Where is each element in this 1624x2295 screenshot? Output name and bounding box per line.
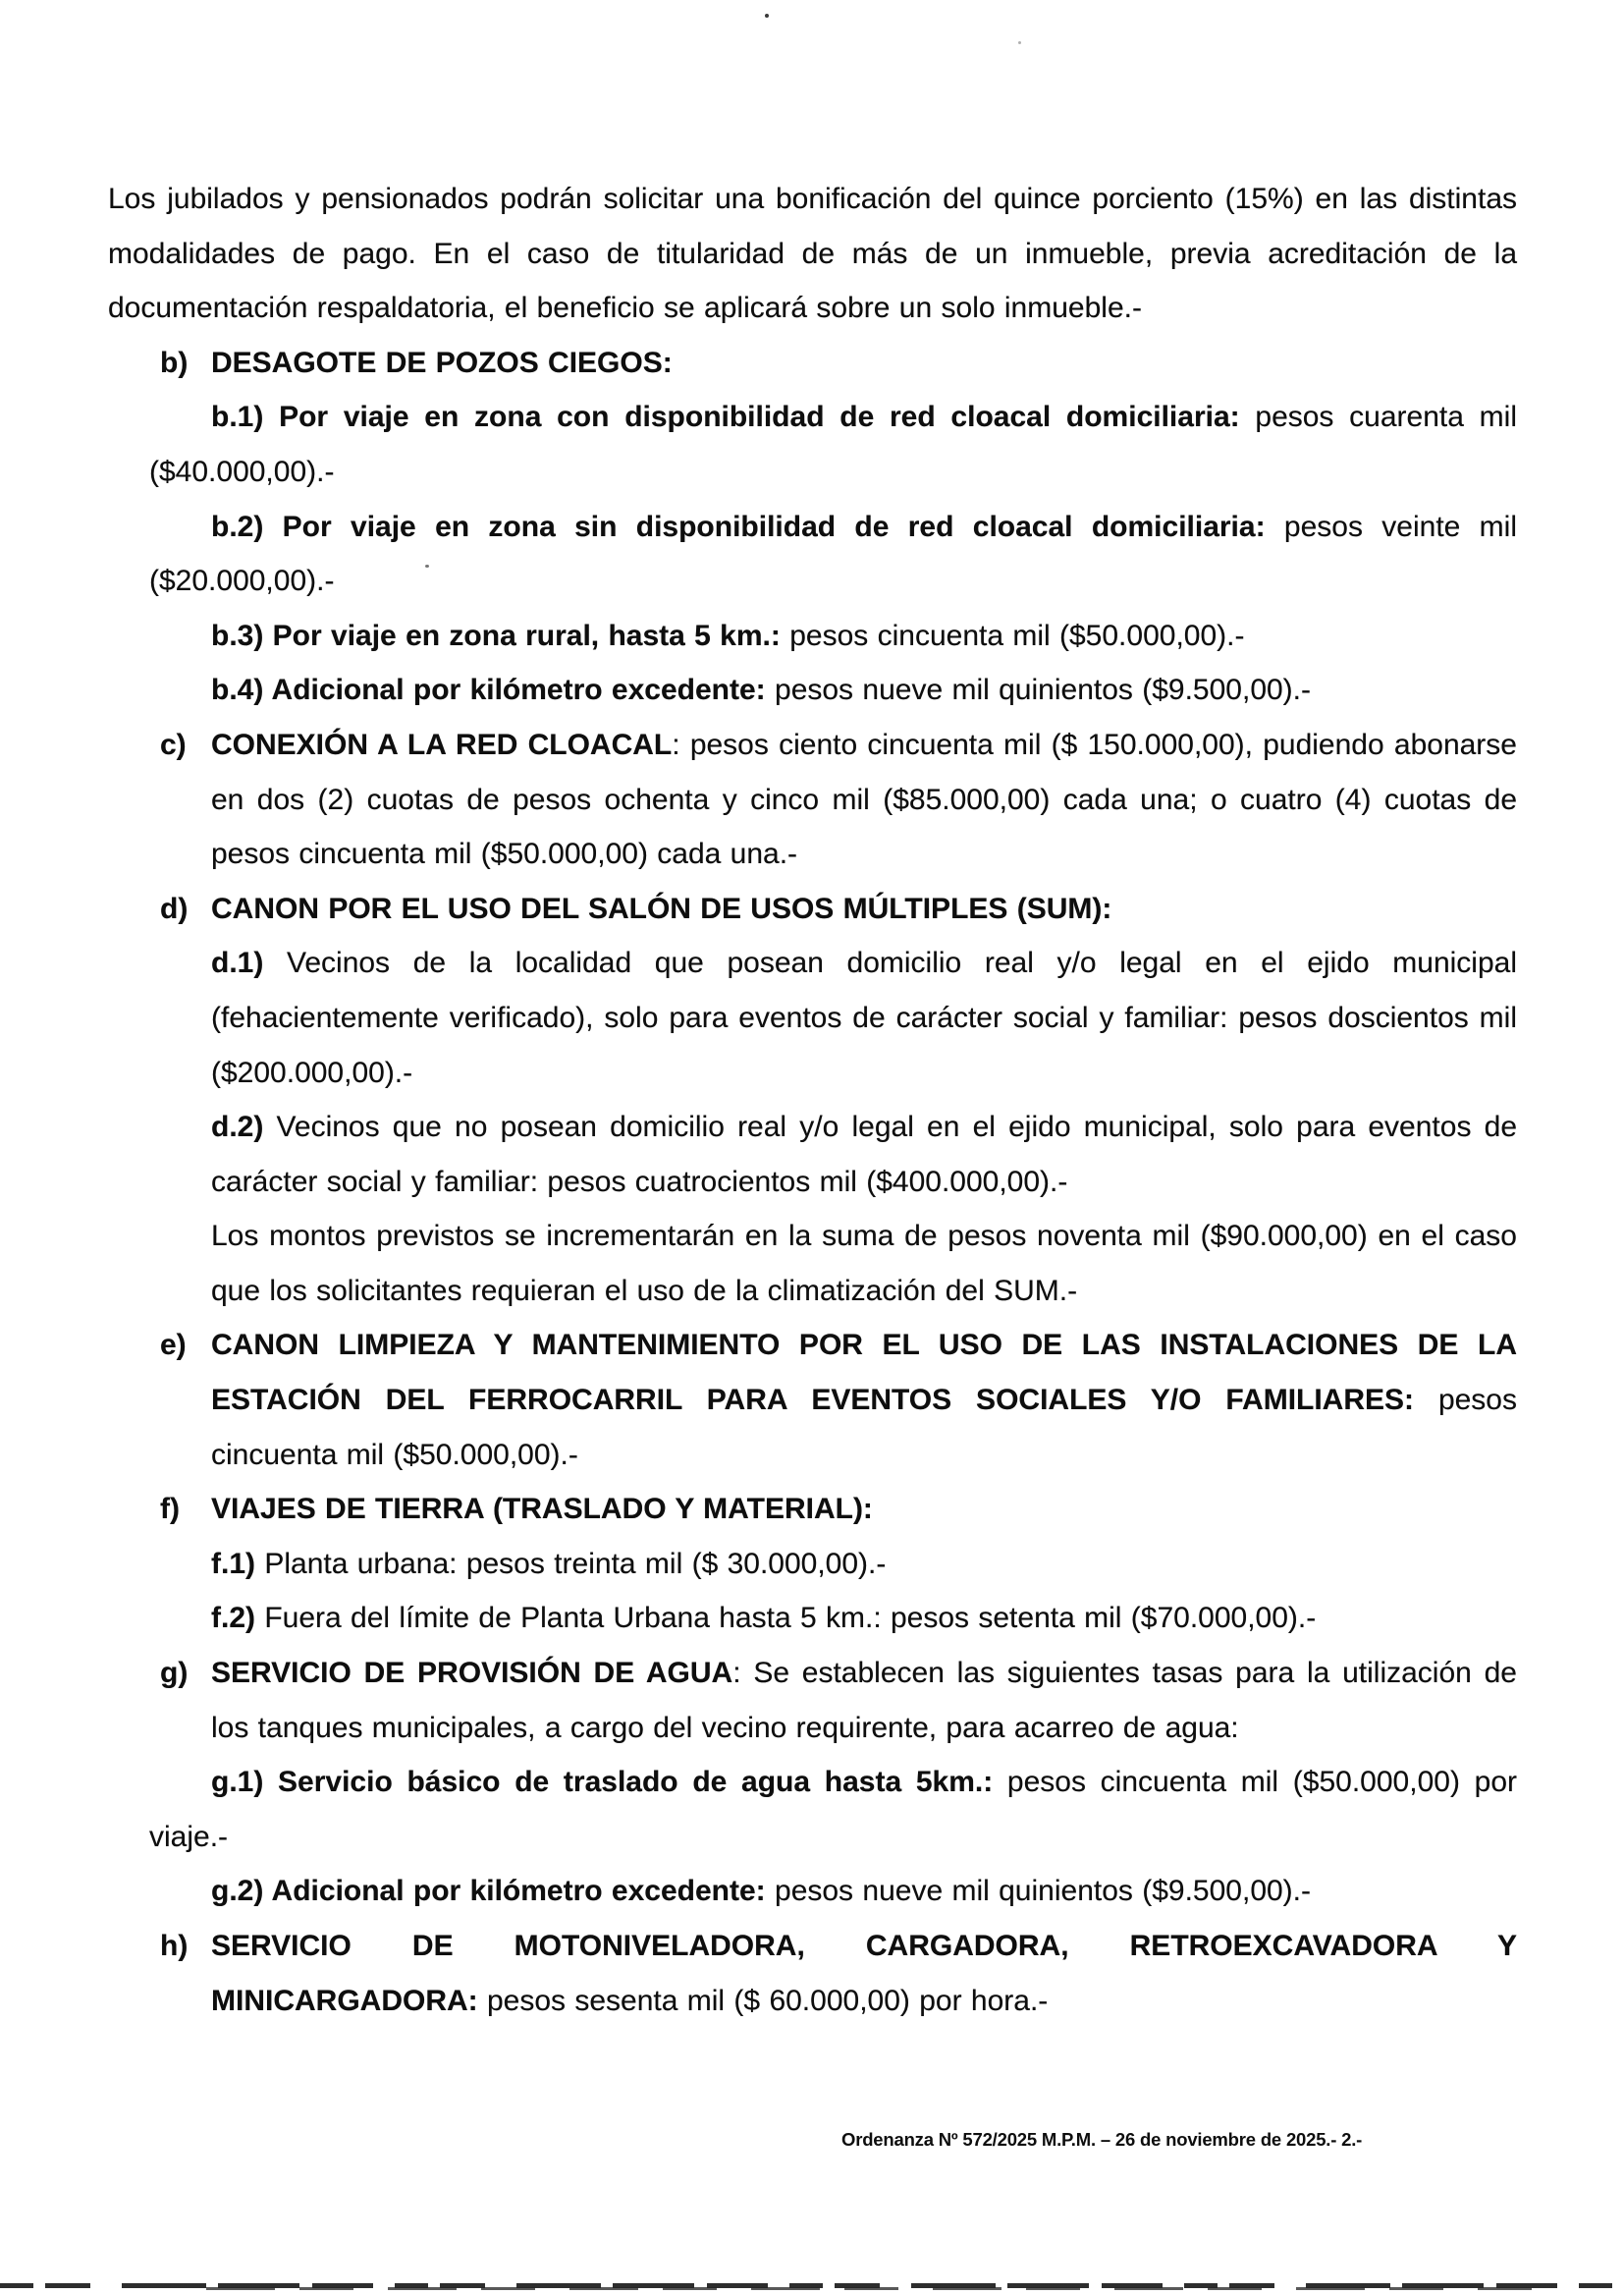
item-g-title: SERVICIO DE PROVISIÓN DE AGUA — [211, 1657, 733, 1690]
scan-speck — [1018, 41, 1021, 44]
item-e-text: pesos cincuenta mil ($50.000,00).- — [211, 1384, 1517, 1471]
item-c — [160, 718, 1517, 882]
subitem-f2-lead: f.2) — [211, 1602, 255, 1635]
subitem-g1-text: pesos cincuenta mil ($50.000,00) por viaje.- — [149, 1766, 1517, 1853]
subitem-b4-text: pesos nueve mil quinientos ($9.500,00).- — [765, 674, 1311, 707]
subitem-b1-text: pesos cuarenta mil ($40.000,00).- — [149, 401, 1517, 488]
ordinance-footer: Ordenanza Nº 572/2025 M.P.M. – 26 de noviembre de 2025.- 2.- — [841, 2129, 1363, 2150]
subitem-b3-lead: b.3) Por viaje en zona rural, hasta 5 km.: — [211, 619, 781, 652]
note-d-text: Los montos previstos se incrementarán en la suma de pesos noventa mil ($90.000,00) en el caso que los solicitantes requieran el uso de la climatización del SUM.- — [211, 1220, 1517, 1307]
subitem-d2 — [211, 1100, 1517, 1209]
note-d — [211, 1209, 1517, 1318]
item-h-text: pesos sesenta mil ($ 60.000,00) por hora.- — [477, 1984, 1049, 2017]
subitem-d1-lead: d.1) — [211, 947, 264, 980]
item-c-text: : pesos ciento cincuenta mil ($ 150.000,00), pudiendo abonarse en dos (2) cuotas de pesos ochenta y cinco mil ($85.000,00) cada una; o cuatro (4) cuotas de pesos cincuenta mil ($50.000,00) cada una.- — [211, 728, 1517, 871]
subitem-f1-text: Planta urbana: pesos treinta mil ($ 30.000,00).- — [255, 1547, 887, 1580]
item-e-title: CANON LIMPIEZA Y MANTENIMIENTO POR EL USO DE LAS INSTALACIONES DE LA ESTACIÓN DEL FERROCARRIL PARA EVENTOS SOCIALES Y/O FAMILIARES: — [211, 1329, 1517, 1417]
item-b-title: DESAGOTE DE POZOS CIEGOS: — [211, 346, 673, 379]
subitem-b2-text: pesos veinte mil ($20.000,00).- — [149, 510, 1517, 598]
item-d — [160, 882, 1517, 937]
item-h-title: SERVICIO DE MOTONIVELADORA, CARGADORA, RETROEXCAVADORA Y MINICARGADORA: — [211, 1930, 1517, 2017]
intro-paragraph — [108, 172, 1517, 336]
subitem-g2 — [211, 1864, 1517, 1919]
item-f-marker: f) — [160, 1493, 180, 1526]
intro-text: Los jubilados y pensionados podrán solicitar una bonificación del quince porciento (15%) en las distintas modalidades de pago. En el caso de titularidad de más de un inmueble, previa acreditación de la documentación respaldatoria, el beneficio se aplicará sobre un solo inmueble.- — [108, 183, 1517, 325]
subitem-b3-text: pesos cincuenta mil ($50.000,00).- — [780, 619, 1245, 652]
item-e-marker: e) — [160, 1329, 187, 1362]
subitem-f2 — [211, 1591, 1517, 1646]
subitem-f2-text: Fuera del límite de Planta Urbana hasta 5 km.: pesos setenta mil ($70.000,00).- — [255, 1602, 1317, 1635]
scan-speck — [765, 14, 769, 18]
item-f-title: VIAJES DE TIERRA (TRASLADO Y MATERIAL): — [211, 1493, 873, 1526]
subitem-b1 — [149, 390, 1517, 499]
item-c-title: CONEXIÓN A LA RED CLOACAL — [211, 728, 673, 761]
subitem-b4-lead: b.4) Adicional por kilómetro excedente: — [211, 674, 766, 707]
item-h-marker: h) — [160, 1930, 189, 1962]
item-g-marker: g) — [160, 1657, 189, 1690]
subitem-b3 — [211, 609, 1517, 664]
item-b-marker: b) — [160, 346, 189, 379]
subitem-f1 — [211, 1537, 1517, 1592]
scanner-edge-artifact — [206, 2287, 1532, 2290]
item-b — [160, 336, 1517, 391]
subitem-d1-text: Vecinos de la localidad que posean domicilio real y/o legal en el ejido municipal (fehacientemente verificado), solo para eventos de carácter social y familiar: pesos doscientos mil ($200.000,00).- — [211, 947, 1517, 1089]
subitem-g2-lead: g.2) Adicional por kilómetro excedente: — [211, 1875, 766, 1908]
subitem-d2-text: Vecinos que no posean domicilio real y/o legal en el ejido municipal, solo para eventos de carácter social y familiar: pesos cuatrocientos mil ($400.000,00).- — [211, 1111, 1517, 1198]
subitem-g1-lead: g.1) Servicio básico de traslado de agua hasta 5km.: — [211, 1766, 994, 1799]
item-h — [160, 1919, 1517, 2028]
subitem-f1-lead: f.1) — [211, 1547, 255, 1580]
item-e — [160, 1318, 1517, 1482]
subitem-b1-lead: b.1) Por viaje en zona con disponibilidad de red cloacal domiciliaria: — [211, 401, 1240, 434]
item-c-marker: c) — [160, 728, 187, 761]
subitem-b2-lead: b.2) Por viaje en zona sin disponibilidad de red cloacal domiciliaria: — [211, 510, 1266, 543]
subitem-b2 — [149, 500, 1517, 609]
subitem-b4 — [211, 663, 1517, 718]
item-g-text: : Se establecen las siguientes tasas para la utilización de los tanques municipales, a cargo del vecino requirente, para acarreo de agua: — [211, 1657, 1517, 1744]
scan-speck — [425, 565, 429, 568]
subitem-d2-lead: d.2) — [211, 1111, 264, 1144]
item-d-marker: d) — [160, 892, 189, 925]
subitem-g1 — [149, 1755, 1517, 1864]
subitem-d1 — [211, 936, 1517, 1100]
item-g — [160, 1646, 1517, 1755]
item-f — [160, 1482, 1517, 1537]
subitem-g2-text: pesos nueve mil quinientos ($9.500,00).- — [765, 1875, 1311, 1908]
item-d-title: CANON POR EL USO DEL SALÓN DE USOS MÚLTIPLES (SUM): — [211, 892, 1112, 925]
